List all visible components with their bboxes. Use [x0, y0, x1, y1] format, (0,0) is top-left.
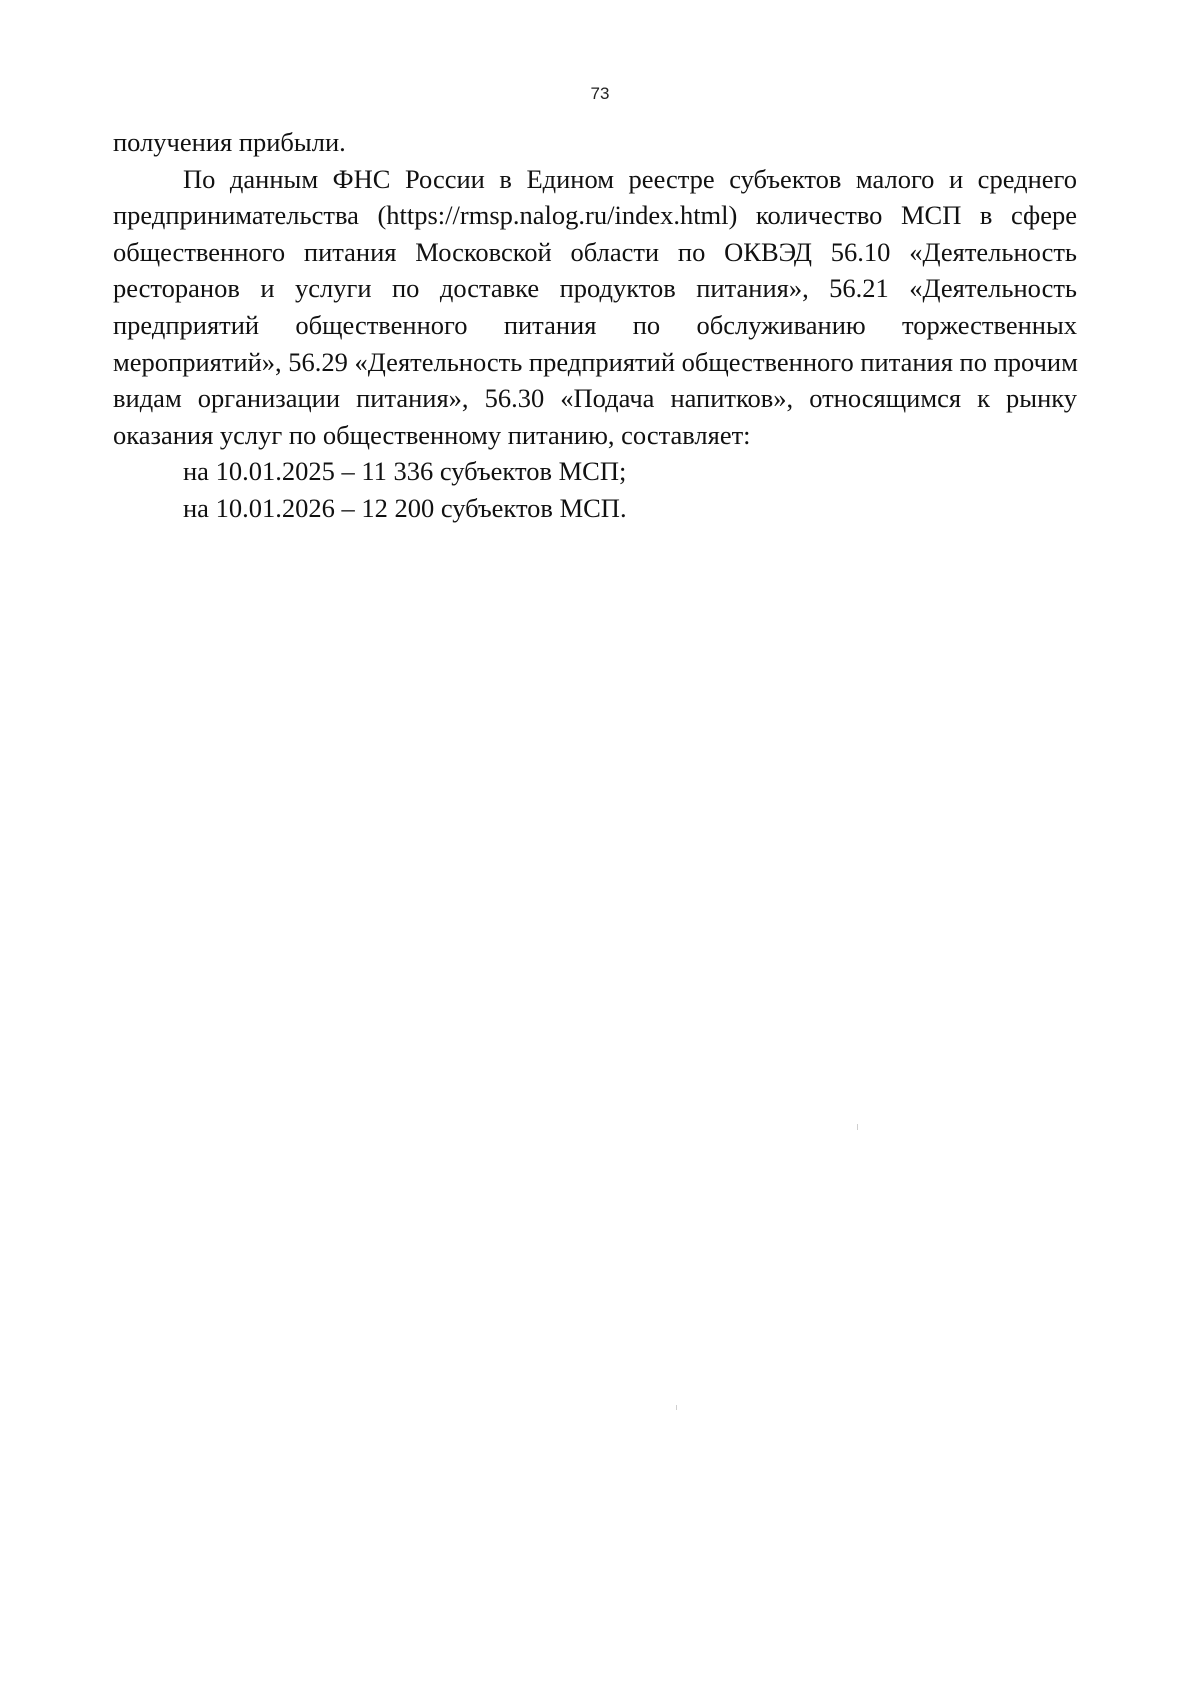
- text-line: на 10.01.2026 – 12 200 субъектов МСП.: [183, 492, 627, 523]
- text-line: По данным ФНС России в Едином реестре субъектов малого и среднего: [183, 163, 1077, 194]
- text-line: получения прибыли.: [113, 127, 346, 157]
- text-line: на 10.01.2025 – 11 336 субъектов МСП;: [183, 456, 627, 487]
- scan-speck: [676, 1405, 677, 1410]
- text-line: мероприятий», 56.29 «Деятельность предприятий общественного питания по прочим: [113, 346, 1078, 377]
- body-text: [113, 124, 1077, 527]
- text-line: оказания услуг по общественному питанию, составляет:: [113, 419, 751, 450]
- text-line: видам организации питания», 56.30 «Подача напитков», относящимся к рынку: [113, 383, 1077, 414]
- text-line: общественного питания Московской области по ОКВЭД 56.10 «Деятельность: [113, 236, 1077, 267]
- scan-speck: [857, 1124, 858, 1130]
- text-line: предпринимательства (https://rmsp.nalog.ru/index.html) количество МСП в сфере: [113, 200, 1077, 231]
- page-number: 73: [590, 84, 610, 103]
- text-line: предприятий общественного питания по обслуживанию торжественных: [113, 309, 1077, 340]
- text-line: ресторанов и услуги по доставке продуктов питания», 56.21 «Деятельность: [113, 273, 1077, 304]
